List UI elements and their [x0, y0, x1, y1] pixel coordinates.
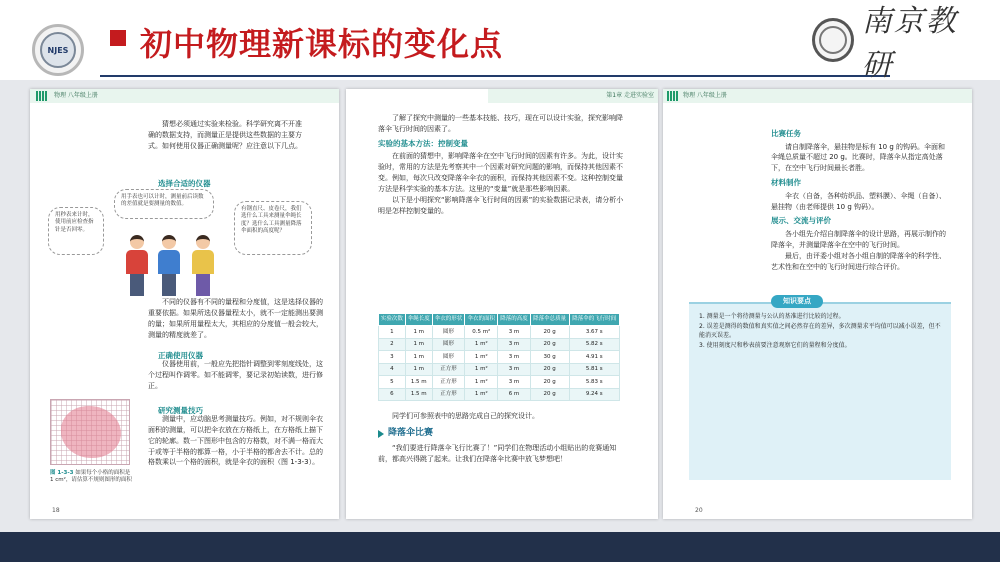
paragraph: 了解了探究中测量的一些基本技能、技巧，现在可以设计实验，探究影响降落伞飞行时间的因素了。	[378, 114, 623, 133]
table-cell: 20 g	[530, 338, 569, 351]
students-illustration	[112, 221, 230, 296]
section-title: 降落伞比赛	[378, 427, 433, 441]
subheading: 正确使用仪器	[158, 351, 203, 360]
table-cell: 1 m	[405, 338, 432, 351]
table-header-cell: 降落的高度	[498, 314, 531, 326]
student-figure	[126, 235, 148, 296]
table-row	[379, 351, 620, 364]
speech-bubble: 用秒表来计时，使用前应检查指针是否回零。	[48, 207, 104, 255]
table-cell: 3 m	[498, 351, 531, 364]
textbook-page-18	[30, 89, 339, 519]
table-cell: 4.91 s	[569, 351, 620, 364]
table-cell: 20 g	[530, 388, 569, 401]
brand-logo	[812, 4, 982, 83]
page-body	[771, 125, 951, 272]
table-cell: 5	[379, 376, 406, 389]
school-logo-icon	[32, 24, 84, 76]
key-point-item: 2. 误差是测得的数值和真实值之间必然存在的差异，多次测量求平均值可以减小误差，但不能消灭误差。	[699, 323, 941, 339]
table-cell: 2	[379, 338, 406, 351]
paragraph: 猜想必须通过实验来检验。科学研究离不开准确的数据支持，而测量正是提供这些数据的主要方式。如何使用仪器正确测量呢？应注意以下几点。	[148, 120, 302, 150]
table-header-cell: 伞衣的面积	[465, 314, 498, 326]
subheading: 材料制作	[771, 178, 801, 188]
paragraph: 各小组先介绍自制降落伞的设计思路，再展示制作的降落伞，并测量降落伞在空中的飞行时间。	[771, 230, 946, 249]
page-number: 20	[695, 506, 703, 514]
running-head-mark-icon	[36, 91, 48, 101]
table-cell: 1 m²	[465, 338, 498, 351]
table-cell: 0.5 m²	[465, 326, 498, 339]
table-cell: 正方形	[432, 388, 465, 401]
subheading: 实验的基本方法：控制变量	[378, 138, 468, 148]
table-cell: 3 m	[498, 376, 531, 389]
paragraph: “我们要进行降落伞飞行比赛了！”同学们在物理活动小组贴出的竞赛通知前，都高兴得跳了起来。让我们在降落伞比赛中放飞梦想吧！	[378, 444, 617, 463]
table-cell: 1 m	[405, 326, 432, 339]
table-cell: 4	[379, 363, 406, 376]
table-cell: 3	[379, 351, 406, 364]
table-row	[379, 326, 620, 339]
experiment-data-table	[378, 313, 620, 401]
subheading: 比赛任务	[771, 129, 801, 138]
speech-bubble: 用手表也可以计时，测量前后读数的差值就是要测量的数值。	[114, 189, 214, 219]
subheading: 展示、交流与评价	[771, 216, 831, 226]
table-cell: 3 m	[498, 363, 531, 376]
irregular-shape	[61, 406, 121, 458]
table-cell: 30 g	[530, 351, 569, 364]
slide-title: 初中物理新课标的变化点	[140, 25, 504, 63]
paragraph: 仪器使用前，一般应先把指针调整到零刻度线处，这个过程叫作调零。如不能调零，要记录初始读数，进行修正。	[148, 360, 323, 390]
subheading: 选择合适的仪器	[158, 179, 211, 188]
paragraph: 以下是小明探究“影响降落伞飞行时间的因素”的实验数据记录表，请分析小明是怎样控制变量的。	[378, 195, 624, 215]
table-cell: 3 m	[498, 338, 531, 351]
paragraph: 测量中，应动脑思考测量技巧。例如，对不规则伞衣面积的测量，可以把伞衣放在方格纸上，在方格纸上描下它的轮廓。数一下图形中包含的方格数，对不满一格而大于或等于半格的都算一格，小于半格的都舍去不计。总的格数乘以一个格的面积，就是伞衣的面积（图 1-3-3）。	[148, 415, 323, 467]
table-cell: 1 m²	[465, 351, 498, 364]
running-head-mark-icon	[667, 91, 679, 101]
grid-paper-figure	[50, 399, 130, 465]
textbook-page-20	[663, 89, 972, 519]
table-cell: 1 m²	[465, 376, 498, 389]
brand-text: 南京教研	[861, 4, 958, 83]
key-points-box	[689, 302, 951, 480]
table-header-row	[379, 314, 620, 326]
footer-band	[0, 532, 1000, 562]
table-cell: 20 g	[530, 326, 569, 339]
table-cell: 1 m²	[465, 388, 498, 401]
triangle-icon	[378, 430, 384, 438]
running-head: 物理 八年级上册	[30, 89, 339, 103]
page-body	[378, 113, 626, 216]
table-header-cell: 伞绳长度	[405, 314, 432, 326]
table-row	[379, 363, 620, 376]
running-head: 第1章 走进实验室	[488, 89, 658, 103]
table-cell: 5.83 s	[569, 376, 620, 389]
table-row	[379, 338, 620, 351]
paragraph: 请自制降落伞，悬挂物是标有 10 g 的钩码。伞面和伞绳总质量不超过 20 g。比赛时，降落伞从指定高处落下，在空中飞行时间最长者胜。	[771, 142, 946, 173]
table-cell: 圆形	[432, 351, 465, 364]
table-header-cell: 降落伞的飞行时间	[569, 314, 620, 326]
table-cell: 圆形	[432, 326, 465, 339]
table-cell: 1 m	[405, 363, 432, 376]
table-row	[379, 376, 620, 389]
table-cell: 正方形	[432, 363, 465, 376]
page-number: 18	[52, 506, 60, 514]
table-cell: 圆形	[432, 338, 465, 351]
key-points-list	[699, 312, 941, 350]
table-row	[379, 388, 620, 401]
key-point-item: 3. 使用刻度尺和秒表前要注意观察它们的量程和分度值。	[699, 342, 851, 349]
table-cell: 3 m	[498, 326, 531, 339]
paragraph: 同学们可参照表中的思路完成自己的探究设计。	[392, 412, 539, 420]
table-cell: 1	[379, 326, 406, 339]
school-logo-text: NJES	[40, 32, 76, 68]
speech-bubble: 有钢直尺、皮卷尺，我们选什么工具来测量伞绳长度？选什么工具测量降落伞面积的高度呢？	[234, 201, 312, 255]
paragraph: 最后，由评委小组对各小组自制的降落伞的科学性、艺术性和在空中的飞行时间进行综合评价。	[771, 251, 946, 271]
table-cell: 20 g	[530, 363, 569, 376]
table-cell: 6	[379, 388, 406, 401]
paragraph: 伞衣（自备，各种纺织品、塑料膜）、伞绳（自备）、悬挂物（由老师提供 10 g 钩码）。	[771, 191, 946, 211]
table-cell: 1 m²	[465, 363, 498, 376]
table-header-cell: 降落伞总质量	[530, 314, 569, 326]
table-cell: 正方形	[432, 376, 465, 389]
paragraph: 不同的仪器有不同的量程和分度值，这是选择仪器的重要依据。如果所选仪器量程太小，就不一定能测出要测的量；如果所用量程太大，其相应的分度值一般会较大，测量的精度就差了。	[148, 298, 323, 339]
table-cell: 6 m	[498, 388, 531, 401]
figure-caption: 图 1-3-3 如果每个小格的面积是 1 cm²，请估算不规则图形的面积	[50, 470, 132, 484]
seal-icon	[812, 18, 854, 62]
table-cell: 9.24 s	[569, 388, 620, 401]
table-cell: 1 m	[405, 351, 432, 364]
title-divider	[100, 75, 890, 77]
table-cell: 3.67 s	[569, 326, 620, 339]
title-bullet	[110, 30, 126, 46]
running-head: 物理 八年级上册	[663, 89, 972, 103]
table-cell: 20 g	[530, 376, 569, 389]
table-cell: 5.81 s	[569, 363, 620, 376]
subheading: 研究测量技巧	[158, 406, 203, 415]
table-header-cell: 伞衣的形状	[432, 314, 465, 326]
table-header-cell: 实验次数	[379, 314, 406, 326]
key-points-title: 知识要点	[771, 295, 823, 308]
student-figure	[192, 235, 214, 296]
table-cell: 5.82 s	[569, 338, 620, 351]
textbook-page-19	[346, 89, 658, 519]
student-figure	[158, 235, 180, 296]
paragraph: 在前面的猜想中，影响降落伞在空中飞行时间的因素有许多。为此，设计实验时，常用的方法是先考察其中一个因素对研究问题的影响，而保持其他因素不变。例如，每次只改变降落伞伞衣的面积，而保持其他因素不变。这种控制变量方法是科学实验的基本方法。这里的“变量”就是那些影响因素。	[378, 152, 623, 193]
table-cell: 1.5 m	[405, 388, 432, 401]
table-cell: 1.5 m	[405, 376, 432, 389]
key-point-item: 1. 测量是一个将待测量与公认的基准进行比较的过程。	[699, 313, 845, 320]
